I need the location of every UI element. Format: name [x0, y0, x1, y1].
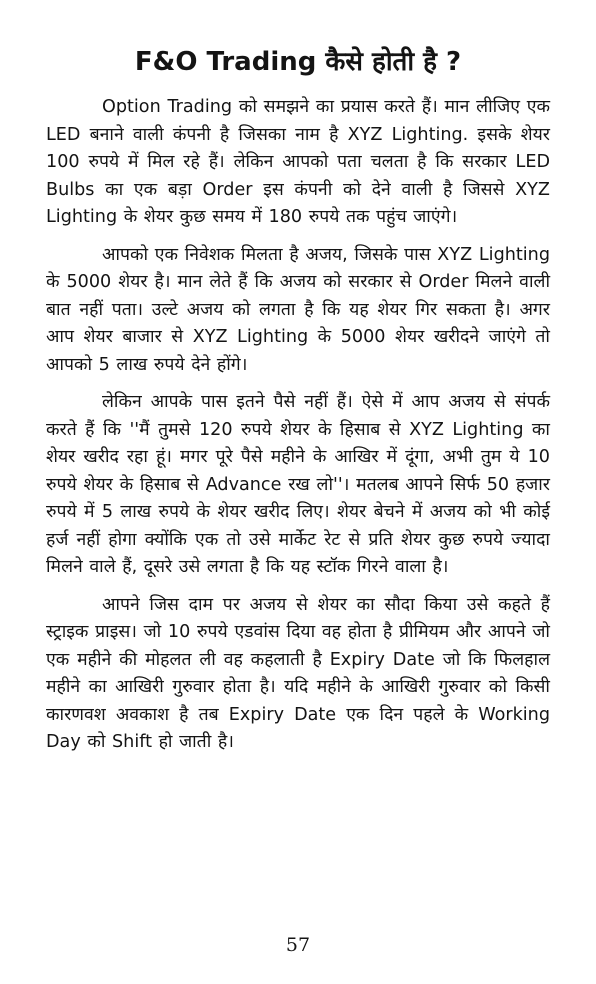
- page-title: F&O Trading कैसे होती है ?: [134, 47, 462, 77]
- paragraph-4: आपने जिस दाम पर अजय से शेयर का सौदा किया उसे कहते हैं स्ट्राइक प्राइस। जो 10 रुपये एडवांस दिया वह होता है प्रीमियम और आपने जो एक महीने की मोहलत ली वह कहलाती है Expiry Date जो कि फिलहाल महीने का आखिरी गुरुवार होता है। यदि महीने के आखिरी गुरुवार को किसी कारणवश अवकाश है तब Expiry Date एक दिन पहले के Working Day को Shift हो जाती है।: [46, 594, 550, 752]
- paragraph-2: आपको एक निवेशक मिलता है अजय, जिसके पास XYZ Lighting के 5000 शेयर है। मान लेते हैं कि अजय को सरकार से Order मिलने वाली बात नहीं पता। उल्टे अजय को लगता है कि यह शेयर गिर सकता है। अगर आप शेयर बाजार से XYZ Lighting के 5000 शेयर खरीदने जाएंगे तो आपको 5 लाख रुपये देने होंगे।: [46, 244, 550, 375]
- paragraph-3: लेकिन आपके पास इतने पैसे नहीं हैं। ऐसे में आप अजय से संपर्क करते हैं कि ''मैं तुमसे 120 रुपये शेयर के हिसाब से XYZ Lighting का शेयर खरीद रहा हूं। मगर पूरे पैसे महीने के आखिर में दूंगा, अभी तुम ये 10 रुपये शेयर के हिसाब से Advance रख लो''। मतलब आपने सिर्फ 50 हजार रुपये में 5 लाख रुपये के शेयर खरीद लिए। शेयर बेचने में अजय को भी कोई हर्ज नहीं होगा क्योंकि एक तो उसे मार्केट रेट से प्रति शेयर कुछ रुपये ज्यादा मिलने वाले हैं, दूसरे उसे लगता है कि यह स्टॉक गिरने वाला है।: [46, 392, 550, 577]
- page-number: 57: [285, 934, 311, 956]
- paragraph-1: Option Trading को समझने का प्रयास करते हैं। मान लीजिए एक LED बनाने वाली कंपनी है जिसका नाम है XYZ Lighting. इसके शेयर 100 रुपये में मिल रहे हैं। लेकिन आपको पता चलता है कि सरकार LED Bulbs का एक बड़ा Order इस कंपनी को देने वाली है जिससे XYZ Lighting के शेयर कुछ समय में 180 रुपये तक पहुंच जाएंगे।: [46, 97, 550, 227]
